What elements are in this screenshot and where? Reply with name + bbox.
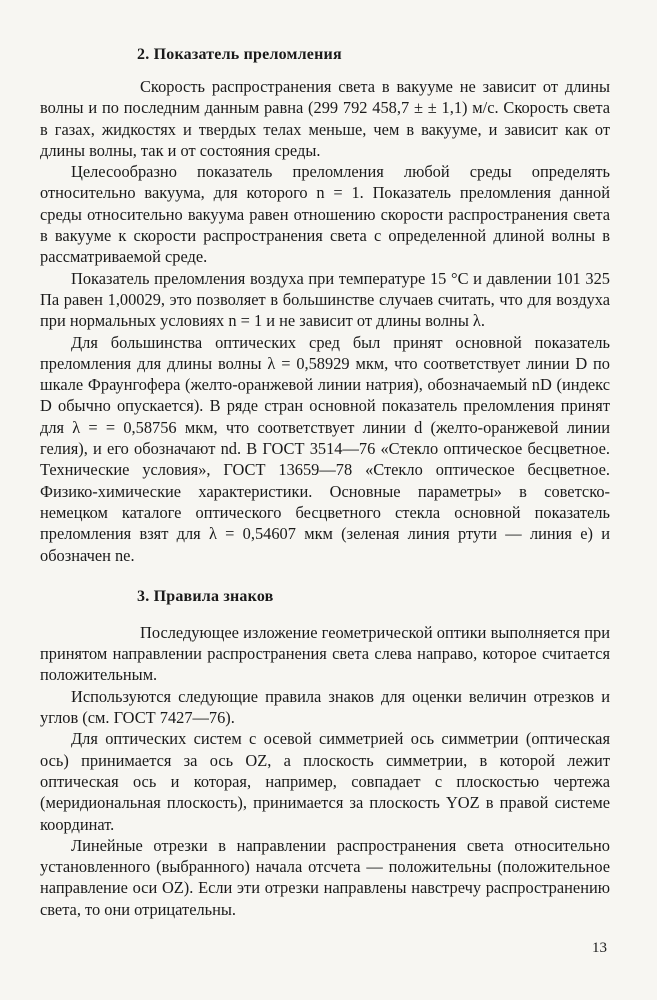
section-2-paragraph-3: Показатель преломления воздуха при температуре 15 °С и давлении 101 325 Па равен 1,00029, это позволяет в большинстве случаев считать, что для воздуха при нормальных условиях n = 1 и не зависит от длины волны λ. <box>40 268 610 331</box>
section-3-paragraph-3: Для оптических систем с осевой симметрией ось симметрии (оптическая ось) принимается за ось OZ, а плоскость симметрии, в которой лежит оптическая ось и которая, например, совпадает с плоскостью чертежа (меридиональная плоскость), принимается за плоскость YOZ в правой системе координат. <box>40 729 610 834</box>
section-2-paragraph-2: Целесообразно показатель преломления любой среды определять относительно вакуума, для которого n = 1. Показатель преломления данной среды относительно вакуума равен отношению скорости распространения света в вакууме к скорости распространения света с определенной длиной волны в рассматриваемой среде. <box>40 162 610 267</box>
section-3-heading: 3. Правила знаков <box>137 587 274 605</box>
page-content <box>40 36 610 920</box>
section-3-paragraph-4: Линейные отрезки в направлении распространения света относительно установленного (выбранного) начала отсчета — положительны (положительное направление оси OZ). Если эти отрезки направлены навстречу распространению света, то они отрицательны. <box>40 835 610 919</box>
section-2-paragraph-1: Скорость распространения света в вакууме не зависит от длины волны и по последним данным равна (299 792 458,7 ± ± 1,1) м/с. Скорость света в газах, жидкостях и твердых телах меньше, чем в вакууме, и зависит как от длины волны, так и от состояния среды. <box>40 77 610 160</box>
section-3-paragraph-2: Используются следующие правила знаков для оценки величин отрезков и углов (см. ГОСТ 7427—76). <box>40 686 610 728</box>
section-2-paragraph-4: Для большинства оптических сред был принят основной показатель преломления для длины волны λ = 0,58929 мкм, что соответствует линии D по шкале Фраунгофера (желто-оранжевой линии натрия), обозначаемый nD (индекс D обычно опускается). В ряде стран основной показатель преломления принят для λ = = 0,58756 мкм, что соответствует линии d (желто-оранжевой линии гелия), и его обозначают nd. В ГОСТ 3514—76 «Стекло оптическое бесцветное. Технические условия», ГОСТ 13659—78 «Стекло оптическое бесцветное. Физико-химические характеристики. Основные параметры» в советско-немецком каталоге оптического бесцветного стекла основной показатель преломления взят для λ = 0,54607 мкм (зеленая линия ртути — линия e) и обозначен ne. <box>40 332 610 565</box>
section-3-paragraph-1: Последующее изложение геометрической оптики выполняется при принятом направлении распространения света слева направо, которое считается положительным. <box>40 622 610 685</box>
page-number: 13 <box>592 940 607 956</box>
section-2-heading: 2. Показатель преломления <box>137 46 342 63</box>
